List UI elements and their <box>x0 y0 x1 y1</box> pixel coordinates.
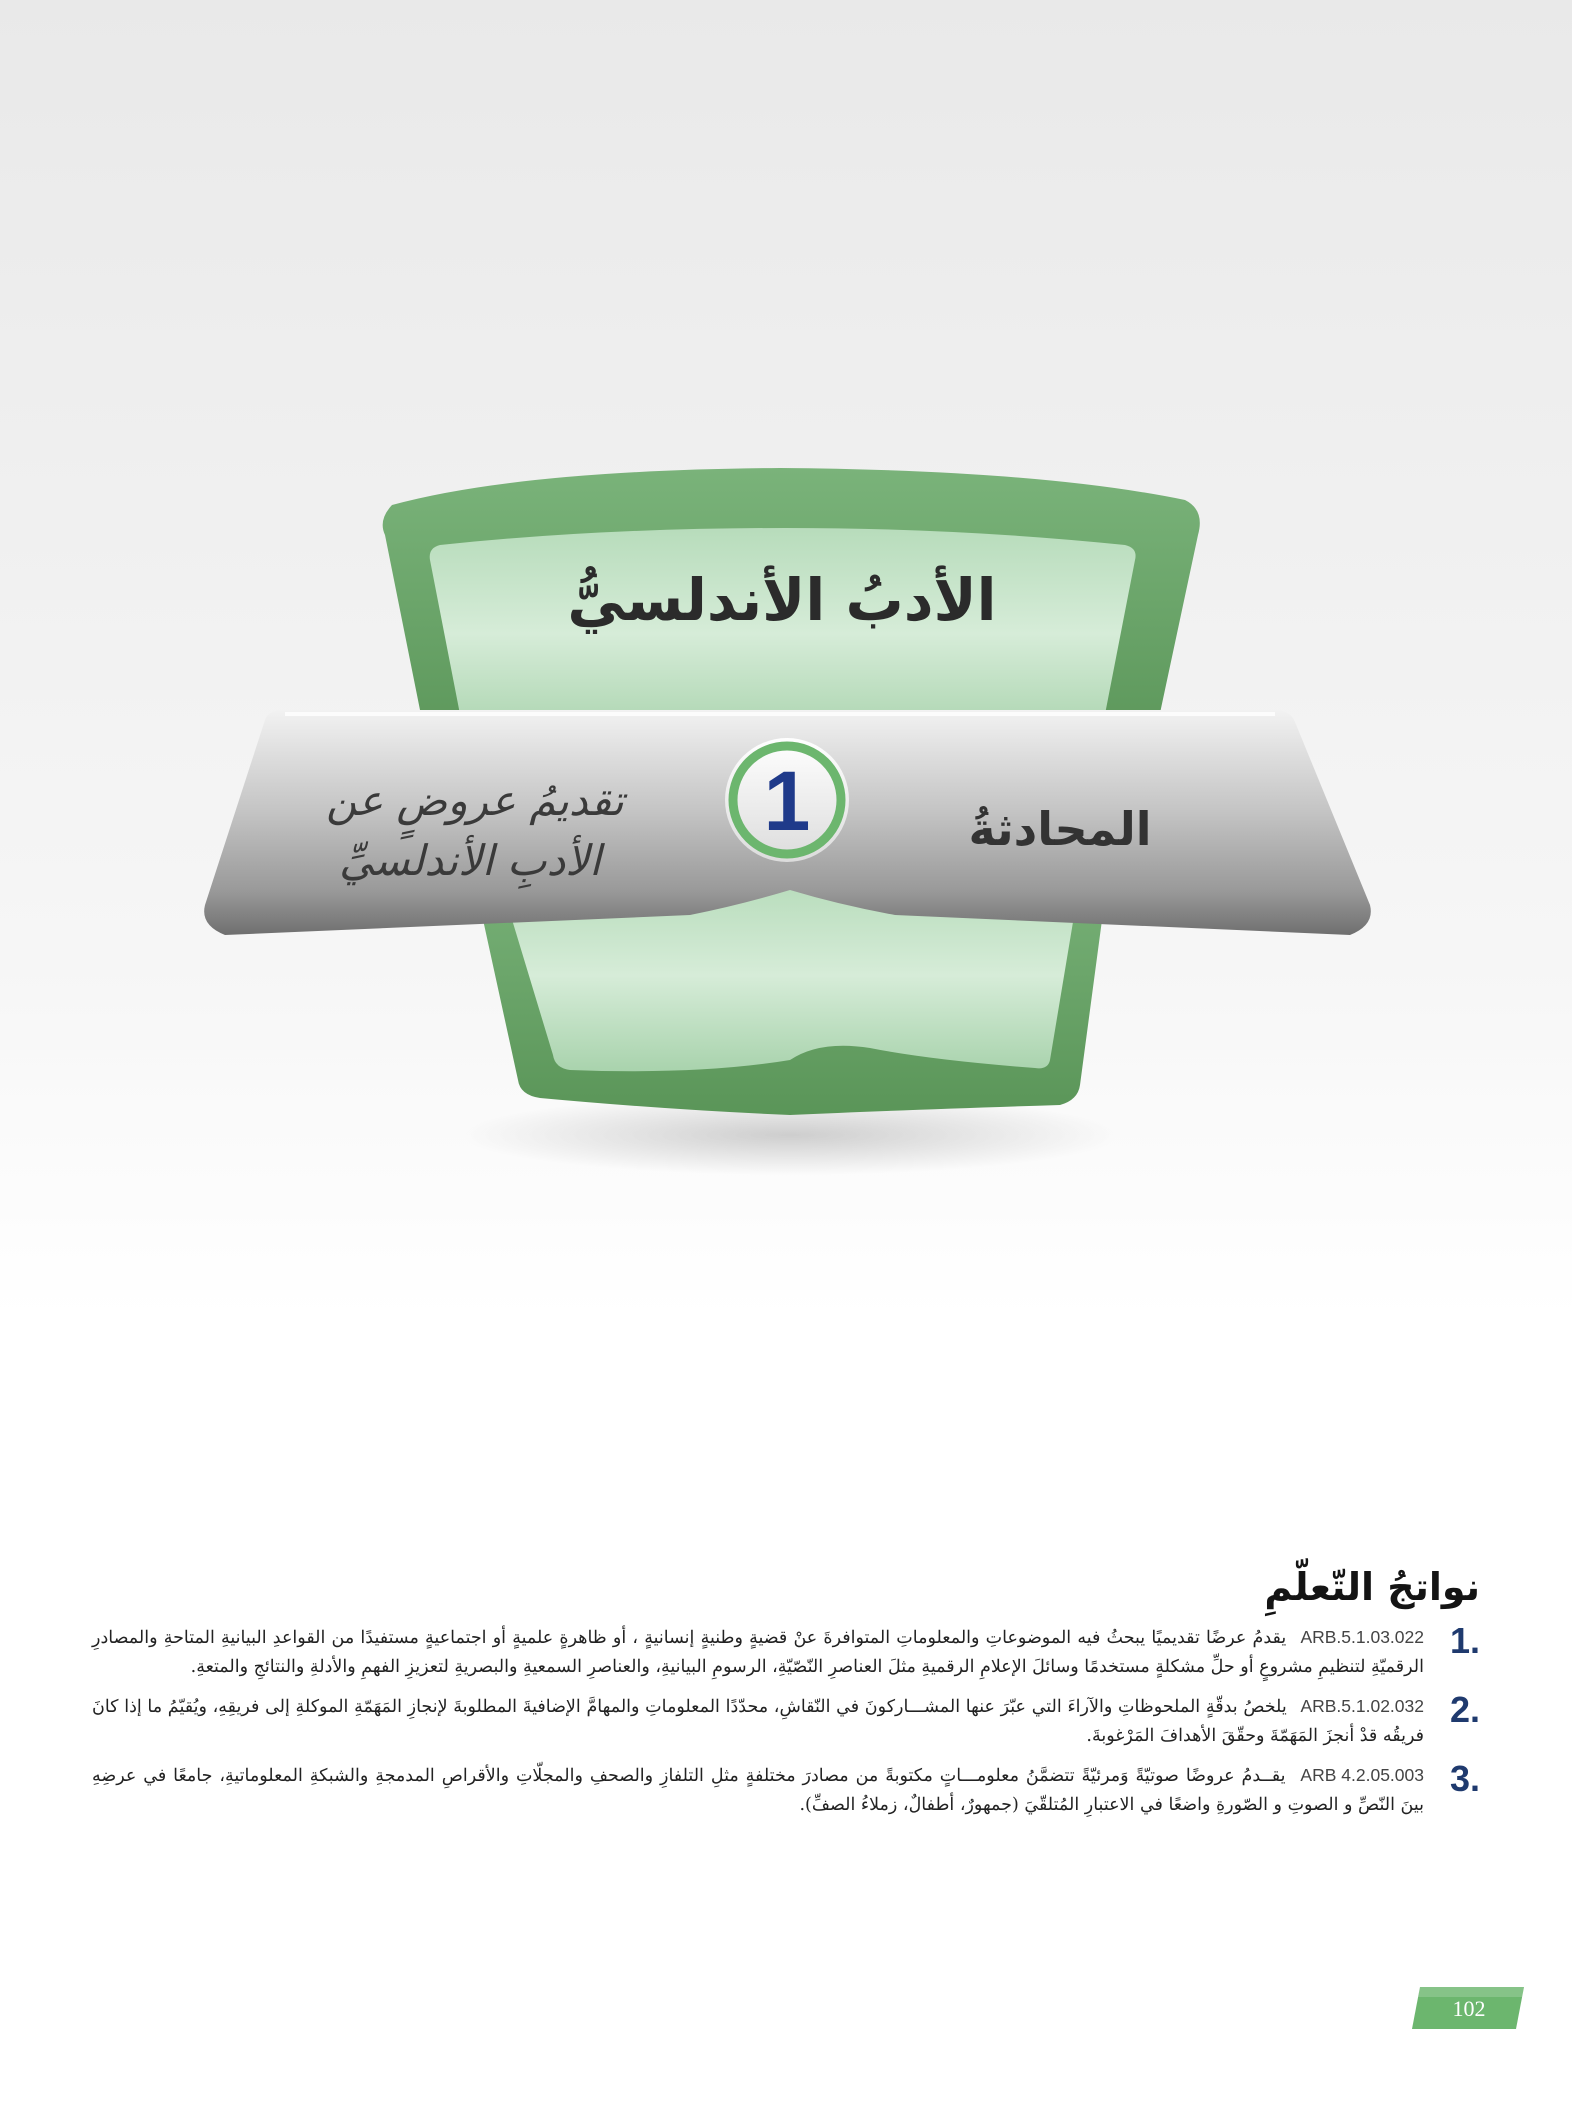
subtitle-line2: الأدبِ الأندلسيِّ <box>339 836 601 885</box>
outcome-item <box>92 1758 1480 1820</box>
page-number: 102 <box>1452 1996 1486 2021</box>
outcome-item <box>92 1689 1480 1751</box>
learning-outcomes <box>92 1565 1480 1830</box>
outcome-item <box>92 1620 1480 1682</box>
section-label: المحادثةُ <box>968 802 1152 856</box>
outcome-text-wrap <box>92 1692 1424 1751</box>
subtitle-line1: تقديمُ عروضٍ عن <box>326 776 624 825</box>
outcome-text-wrap <box>92 1623 1424 1682</box>
outcome-number: .2 <box>1449 1689 1480 1730</box>
outcomes-heading: نواتجُ التّعلّمِ <box>1264 1565 1480 1609</box>
outcome-code: ARB.5.1.03.022 <box>1300 1627 1424 1647</box>
outcome-code: ARB.5.1.02.032 <box>1300 1696 1424 1716</box>
outcome-text: يقدمُ عرضًا تقديميًا يبحثُ فيه الموضوعاتِ والمعلوماتِ المتوافرةَ عنْ قضيةٍ وطنيةٍ إنسانيةٍ ، أو ظاهرةٍ علميةٍ أو اجتماعيةٍ مستفيدًا من القواعدِ البيانيةِ المتاحةِ والمصادرِ الرقميّةِ لتنظيمِ مشروعٍ أو حلِّ مشكلةٍ مستخدمًا وسائلَ الإعلامِ الرقميةِ مثلَ العناصرِ النّصّيّةِ، الرسومِ البيانيةِ، والعناصرِ السمعيةِ والبصريةِ لتعزيزِ الفهمِ والأدلةِ والنتائجِ والمتعةِ. <box>92 1628 1424 1677</box>
lesson-number: 1 <box>763 754 811 848</box>
outcome-number: .1 <box>1449 1620 1480 1661</box>
outcome-text: يقــدمُ عروضًا صوتيّةً وَمرئيّةً تتضمَّنُ معلومـــاتٍ مكتوبةً من مصادرَ مختلفةٍ مثلِ التلفازِ والصحفِ والمجلّاتِ والأقراصِ المدمجةِ والشبكةِ المعلوماتيةِ، جامعًا في عرضِهِ بينَ النّصِّ و الصوتِ و الصّورةِ واضعًا في الاعتبارِ المُتلقّيَ (جمهورٌ، أطفالٌ، زملاءُ الصفِّ). <box>92 1766 1424 1815</box>
outcome-code: ARB 4.2.05.003 <box>1300 1765 1424 1785</box>
outcome-text: يلخصُ بدقّةٍ الملحوظاتِ والآراءَ التي عبّرَ عنها المشـــاركونَ في النّقاشِ، محدّدًا المعلوماتِ والمهامَّ الإضافيةَ المطلوبةَ لإنجازِ المَهَمّةِ الموكلةِ إلى فريقِهِ، ويُقيّمُ ما إذا كانَ فريقُه قدْ أنجزَ المَهَمّةَ وحقّقَ الأهدافَ المَرْغوبةَ. <box>92 1697 1424 1746</box>
page-number-badge <box>1412 1983 1530 2033</box>
outcome-number: .3 <box>1449 1758 1480 1799</box>
outcome-text-wrap <box>92 1761 1424 1820</box>
emblem-top-inner <box>430 528 1136 740</box>
emblem-title: الأدبُ الأندلسيُّ <box>567 566 997 634</box>
